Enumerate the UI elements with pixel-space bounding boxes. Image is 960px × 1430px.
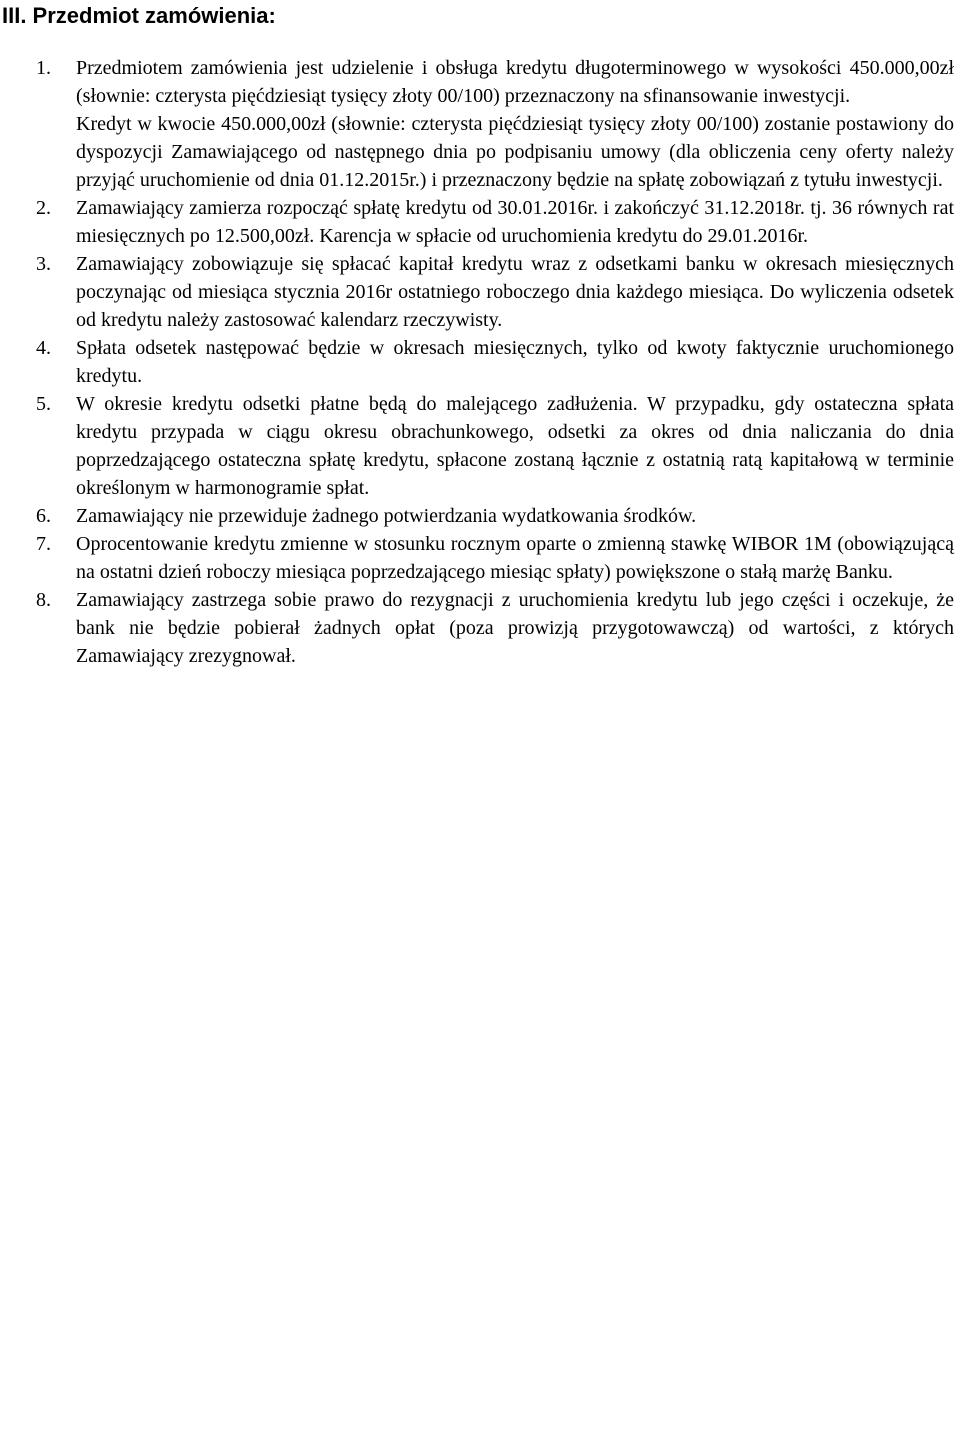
clause-paragraph: Zamawiający zamierza rozpocząć spłatę kredytu od 30.01.2016r. i zakończyć 31.12.2018r. tj. 36 równych rat miesięcznych po 12.500,00zł. Karencja w spłacie od uruchomienia kredytu do 29.01.2016r. bbox=[76, 197, 954, 247]
clause-number: 3. bbox=[36, 253, 51, 275]
clause-number: 7. bbox=[36, 533, 51, 555]
clause-paragraph: W okresie kredytu odsetki płatne będą do malejącego zadłużenia. W przypadku, gdy ostateczna spłata kredytu przypada w ciągu okresu obrachunkowego, odsetki za okres od dnia naliczania do dnia poprzedzającego ostateczna spłatę kredytu, spłacone zostaną łącznie z ostatnią ratą kapitałową w terminie określonym w harmonogramie spłat. bbox=[76, 393, 954, 499]
clause-number: 2. bbox=[36, 197, 51, 219]
clause-item bbox=[0, 54, 954, 194]
clause-number: 6. bbox=[36, 505, 51, 527]
section-heading: III. Przedmiot zamówienia: bbox=[2, 3, 276, 28]
clause-paragraph: Przedmiotem zamówienia jest udzielenie i obsługa kredytu długoterminowego w wysokości 450.000,00zł (słownie: czterysta pięćdziesiąt tysięcy złoty 00/100) przeznaczony na sfinansowanie inwestycji. bbox=[76, 57, 954, 107]
clause-item bbox=[0, 250, 954, 334]
clause-text bbox=[76, 194, 954, 250]
clause-item bbox=[0, 390, 954, 502]
clause-text bbox=[76, 502, 954, 530]
clause-paragraph: Kredyt w kwocie 450.000,00zł (słownie: czterysta pięćdziesiąt tysięcy złoty 00/100) zostanie postawiony do dyspozycji Zamawiającego od następnego dnia po podpisaniu umowy (dla obliczenia ceny oferty należy przyjąć uruchomienie od dnia 01.12.2015r.) i przeznaczony będzie na spłatę zobowiązań z tytułu inwestycji. bbox=[76, 113, 954, 191]
clause-text bbox=[76, 334, 954, 390]
clause-number: 1. bbox=[36, 57, 51, 79]
clause-text bbox=[76, 54, 954, 194]
clause-text bbox=[76, 530, 954, 586]
clause-item bbox=[0, 586, 954, 670]
clause-paragraph: Zamawiający zastrzega sobie prawo do rezygnacji z uruchomienia kredytu lub jego części i oczekuje, że bank nie będzie pobierał żadnych opłat (poza prowizją przygotowawczą) od wartości, z których Zamawiający zrezygnował. bbox=[76, 589, 954, 667]
clause-paragraph: Spłata odsetek następować będzie w okresach miesięcznych, tylko od kwoty faktycznie uruchomionego kredytu. bbox=[76, 337, 954, 387]
clause-item bbox=[0, 334, 954, 390]
clause-text bbox=[76, 390, 954, 502]
clause-number: 5. bbox=[36, 393, 51, 415]
clause-paragraph: Oprocentowanie kredytu zmienne w stosunku rocznym oparte o zmienną stawkę WIBOR 1M (obowiązującą na ostatni dzień roboczy miesiąca poprzedzającego miesiąc spłaty) powiększone o stałą marżę Banku. bbox=[76, 533, 954, 583]
clause-paragraph: Zamawiający nie przewiduje żadnego potwierdzania wydatkowania środków. bbox=[76, 505, 697, 527]
clause-paragraph: Zamawiający zobowiązuje się spłacać kapitał kredytu wraz z odsetkami banku w okresach miesięcznych poczynając od miesiąca stycznia 2016r ostatniego roboczego dnia każdego miesiąca. Do wyliczenia odsetek od kredytu należy zastosować kalendarz rzeczywisty. bbox=[76, 253, 954, 331]
clause-number: 8. bbox=[36, 589, 51, 611]
clause-item bbox=[0, 530, 954, 586]
clause-list bbox=[0, 54, 954, 670]
clause-item bbox=[0, 194, 954, 250]
clause-item bbox=[0, 502, 954, 530]
clause-text bbox=[76, 250, 954, 334]
clause-text bbox=[76, 586, 954, 670]
clause-number: 4. bbox=[36, 337, 51, 359]
